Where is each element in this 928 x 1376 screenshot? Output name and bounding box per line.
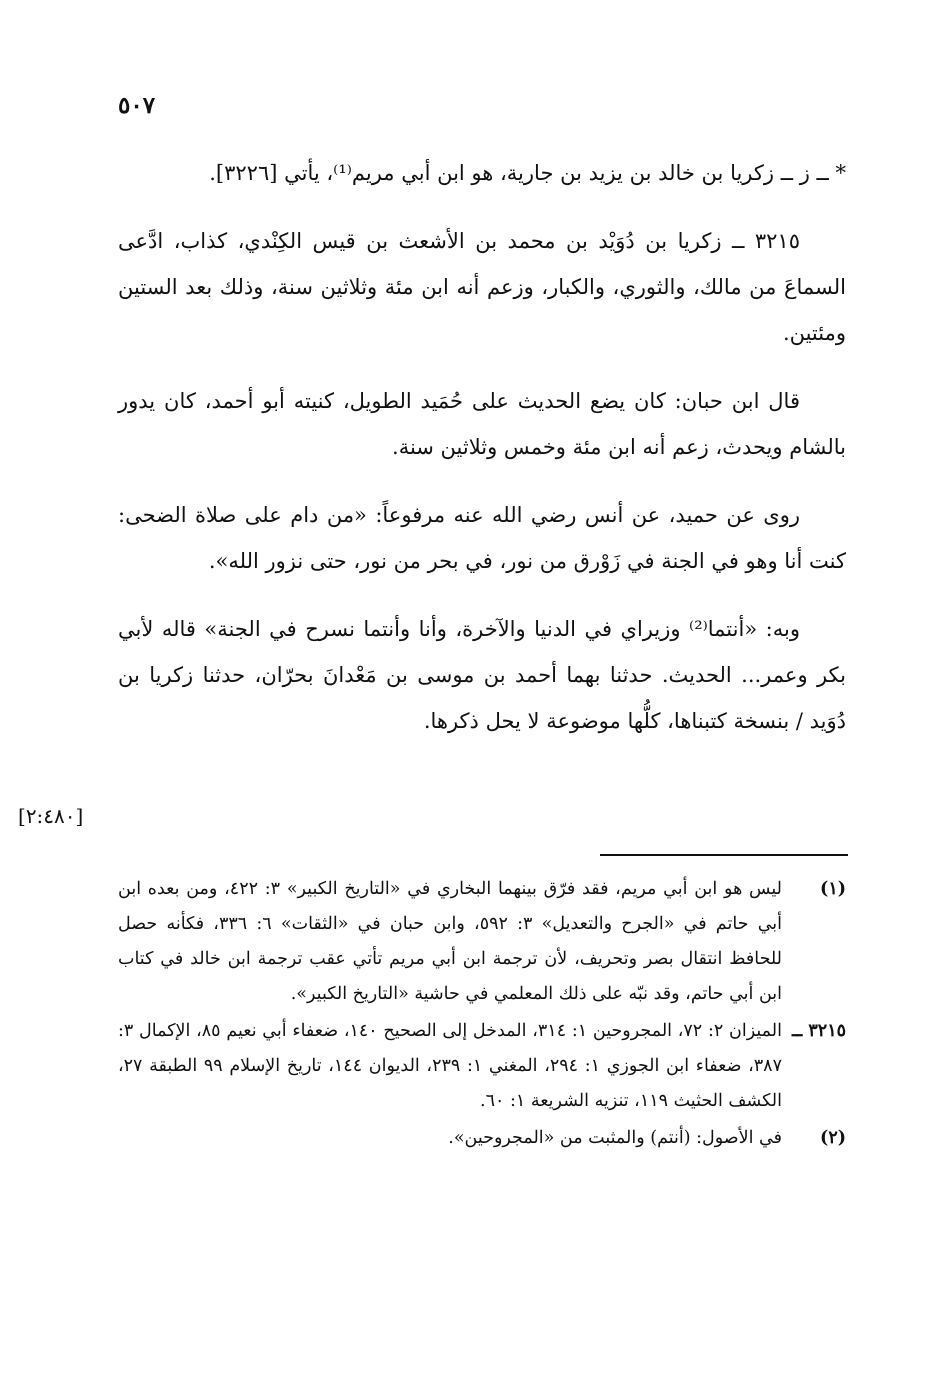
footnote-divider	[600, 854, 848, 856]
footnotes	[118, 872, 846, 1158]
footnote-mark: ٣٢١٥ ــ	[792, 1021, 846, 1041]
main-text	[118, 150, 846, 766]
footnote-2	[118, 1121, 846, 1156]
ibn-hibban-quote: قال ابن حبان: كان يضع الحديث على حُمَيد الطويل، كنيته أبو أحمد، كان يدور بالشام ويحدث، زعم أنه ابن مئة وخمس وثلاثين سنة.	[118, 389, 846, 459]
footnote-text: ليس هو ابن أبي مريم، فقد فرّق بينهما البخاري في «التاريخ الكبير» ٣: ٤٢٢، ومن بعده ابن أبي حاتم في «الجرح والتعديل» ٣: ٥٩٢، وابن حبان في «الثقات» ٦: ٣٣٦، فكأنه حصل للحافظ انتقال بصر وتحريف، لأن ترجمة ابن أبي مريم تأتي عقب ترجمة ابن خالد في كتاب ابن أبي حاتم، وقد نبّه على ذلك المعلمي في حاشية «التاريخ الكبير».	[118, 879, 783, 1004]
footnote-mark: (١)	[820, 879, 846, 899]
footnote-text: الميزان ٢: ٧٢، المجروحين ١: ٣١٤، المدخل إلى الصحيح ١٤٠، ضعفاء أبي نعيم ٨٥، الإكمال ٣: ٣٨٧، ضعفاء ابن الجوزي ١: ٢٩٤، المغني ١: ٢٣٩، الديوان ١٤٤، تاريخ الإسلام ٩٩ الطبقة ٢٧، الكشف الحثيث ١١٩، تنزيه الشريعة ١: ٦٠.	[118, 1021, 782, 1111]
cross-reference-entry: * ــ ز ــ زكريا بن خالد بن يزيد بن جارية، هو ابن أبي مريم⁽¹⁾، يأتي [٣٢٢٦].	[209, 161, 846, 185]
footnote-mark: (٢)	[820, 1128, 846, 1148]
page-number: ٥٠٧	[118, 92, 156, 119]
hadith-narration-1: روى عن حميد، عن أنس رضي الله عنه مرفوعاً: «من دام على صلاة الضحى: كنت أنا وهو في الجنة في زَوْرق من نور، في بحر من نور، حتى نزور الله».	[118, 503, 846, 573]
footnote-sources-3215	[118, 1014, 846, 1119]
biography-entry-3215: ٣٢١٥ ــ زكريا بن دُوَيْد بن محمد بن الأشعث بن قيس الكِنْدي، كذاب، ادَّعى السماعَ من مالك، والثوري، والكبار، وزعم أنه ابن مئة وثلاثين سنة، وذلك بعد الستين ومئتين.	[118, 229, 846, 345]
margin-volume-reference: [٢:٤٨٠]	[18, 804, 84, 828]
footnote-text: في الأصول: (أنتم) والمثبت من «المجروحين».	[448, 1128, 782, 1148]
hadith-narration-2: وبه: «أنتما⁽²⁾ وزيراي في الدنيا والآخرة، وأنا وأنتما نسرح في الجنة» قاله لأبي بكر وعمر... الحديث. حدثنا بهما أحمد بن موسى بن مَعْدانَ بحرّان، حدثنا زكريا بن دُوَيد / بنسخة كتبناها، كلُّها موضوعة لا يحل ذكرها.	[118, 617, 846, 733]
footnote-1	[118, 872, 846, 1012]
